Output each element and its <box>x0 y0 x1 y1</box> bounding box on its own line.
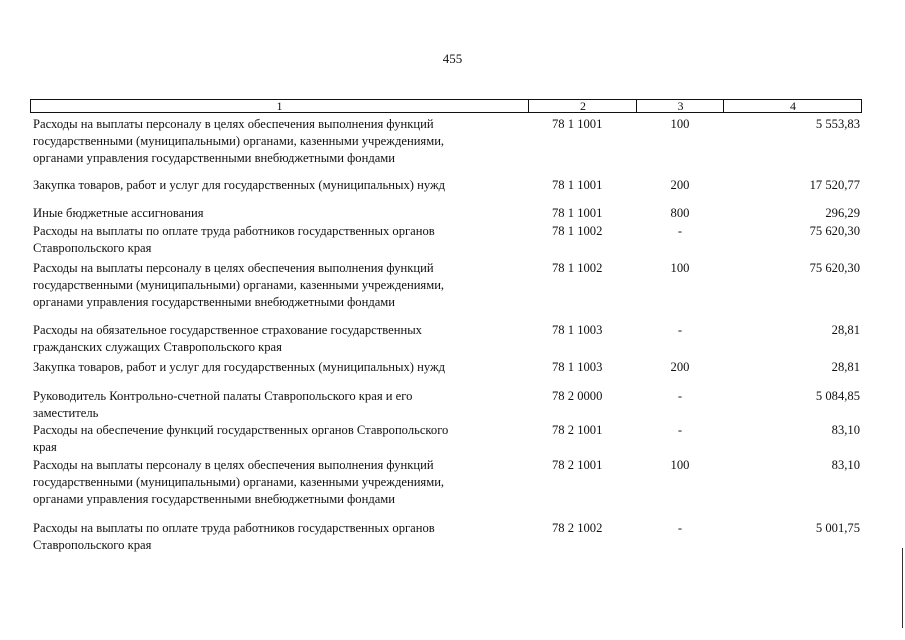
row-code: 78 1 1001 <box>552 178 603 192</box>
page-number: 455 <box>442 51 463 66</box>
header-col-3: 3 <box>636 100 724 112</box>
row-code: 78 2 1001 <box>552 458 603 472</box>
row-amount: 5 553,83 <box>815 117 860 131</box>
page-edge-line <box>902 548 903 628</box>
row-code: 78 1 1003 <box>552 323 603 337</box>
row-code: 78 1 1003 <box>552 360 603 374</box>
row-type: 100 <box>670 261 690 275</box>
row-type: - <box>677 521 683 535</box>
row-name: Закупка товаров, работ и услуг для государственных (муниципальных) нужд <box>33 178 446 192</box>
row-type: 200 <box>670 360 690 374</box>
row-name: Руководитель Контрольно-счетной палаты Ставропольского края и его заместитель <box>33 389 413 420</box>
row-name: Закупка товаров, работ и услуг для государственных (муниципальных) нужд <box>33 360 446 374</box>
row-code: 78 1 1001 <box>552 206 603 220</box>
row-type: - <box>677 423 683 437</box>
row-type: 800 <box>670 206 690 220</box>
row-name: Расходы на выплаты персоналу в целях обеспечения выполнения функций государственными (муниципальными) органами, казенными учреждениями, органами управления государственными внебюджетными фондами <box>33 458 445 506</box>
row-type: - <box>677 323 683 337</box>
row-amount: 17 520,77 <box>809 178 860 192</box>
row-code: 78 1 1002 <box>552 261 603 275</box>
row-type: 100 <box>670 117 690 131</box>
header-col-4: 4 <box>723 100 862 112</box>
row-type: - <box>677 224 683 238</box>
row-type: 100 <box>670 458 690 472</box>
row-amount: 75 620,30 <box>809 224 860 238</box>
row-code: 78 1 1001 <box>552 117 603 131</box>
row-code: 78 2 1002 <box>552 521 603 535</box>
row-name: Расходы на выплаты по оплате труда работников государственных органов Ставропольского края <box>33 224 435 255</box>
row-name: Расходы на обязательное государственное страхование государственных гражданских служащих Ставропольского края <box>33 323 422 354</box>
row-name: Расходы на выплаты персоналу в целях обеспечения выполнения функций государственными (муниципальными) органами, казенными учреждениями, органами управления государственными внебюджетными фондами <box>33 261 445 309</box>
row-amount: 296,29 <box>825 206 860 220</box>
table-header <box>30 99 862 113</box>
row-name: Расходы на выплаты по оплате труда работников государственных органов Ставропольского края <box>33 521 435 552</box>
row-amount: 5 001,75 <box>815 521 860 535</box>
row-amount: 83,10 <box>831 458 860 472</box>
header-col-1: 1 <box>276 99 283 113</box>
row-name: Расходы на обеспечение функций государственных органов Ставропольского края <box>33 423 449 454</box>
row-amount: 28,81 <box>831 323 860 337</box>
row-name: Иные бюджетные ассигнования <box>33 206 204 220</box>
row-amount: 28,81 <box>831 360 860 374</box>
row-code: 78 2 0000 <box>552 389 603 403</box>
header-col-2: 2 <box>528 100 637 112</box>
row-code: 78 1 1002 <box>552 224 603 238</box>
row-type: - <box>677 389 683 403</box>
row-amount: 5 084,85 <box>815 389 860 403</box>
row-amount: 75 620,30 <box>809 261 860 275</box>
row-name: Расходы на выплаты персоналу в целях обеспечения выполнения функций государственными (муниципальными) органами, казенными учреждениями, органами управления государственными внебюджетными фондами <box>33 117 445 165</box>
row-code: 78 2 1001 <box>552 423 603 437</box>
row-amount: 83,10 <box>831 423 860 437</box>
row-type: 200 <box>670 178 690 192</box>
